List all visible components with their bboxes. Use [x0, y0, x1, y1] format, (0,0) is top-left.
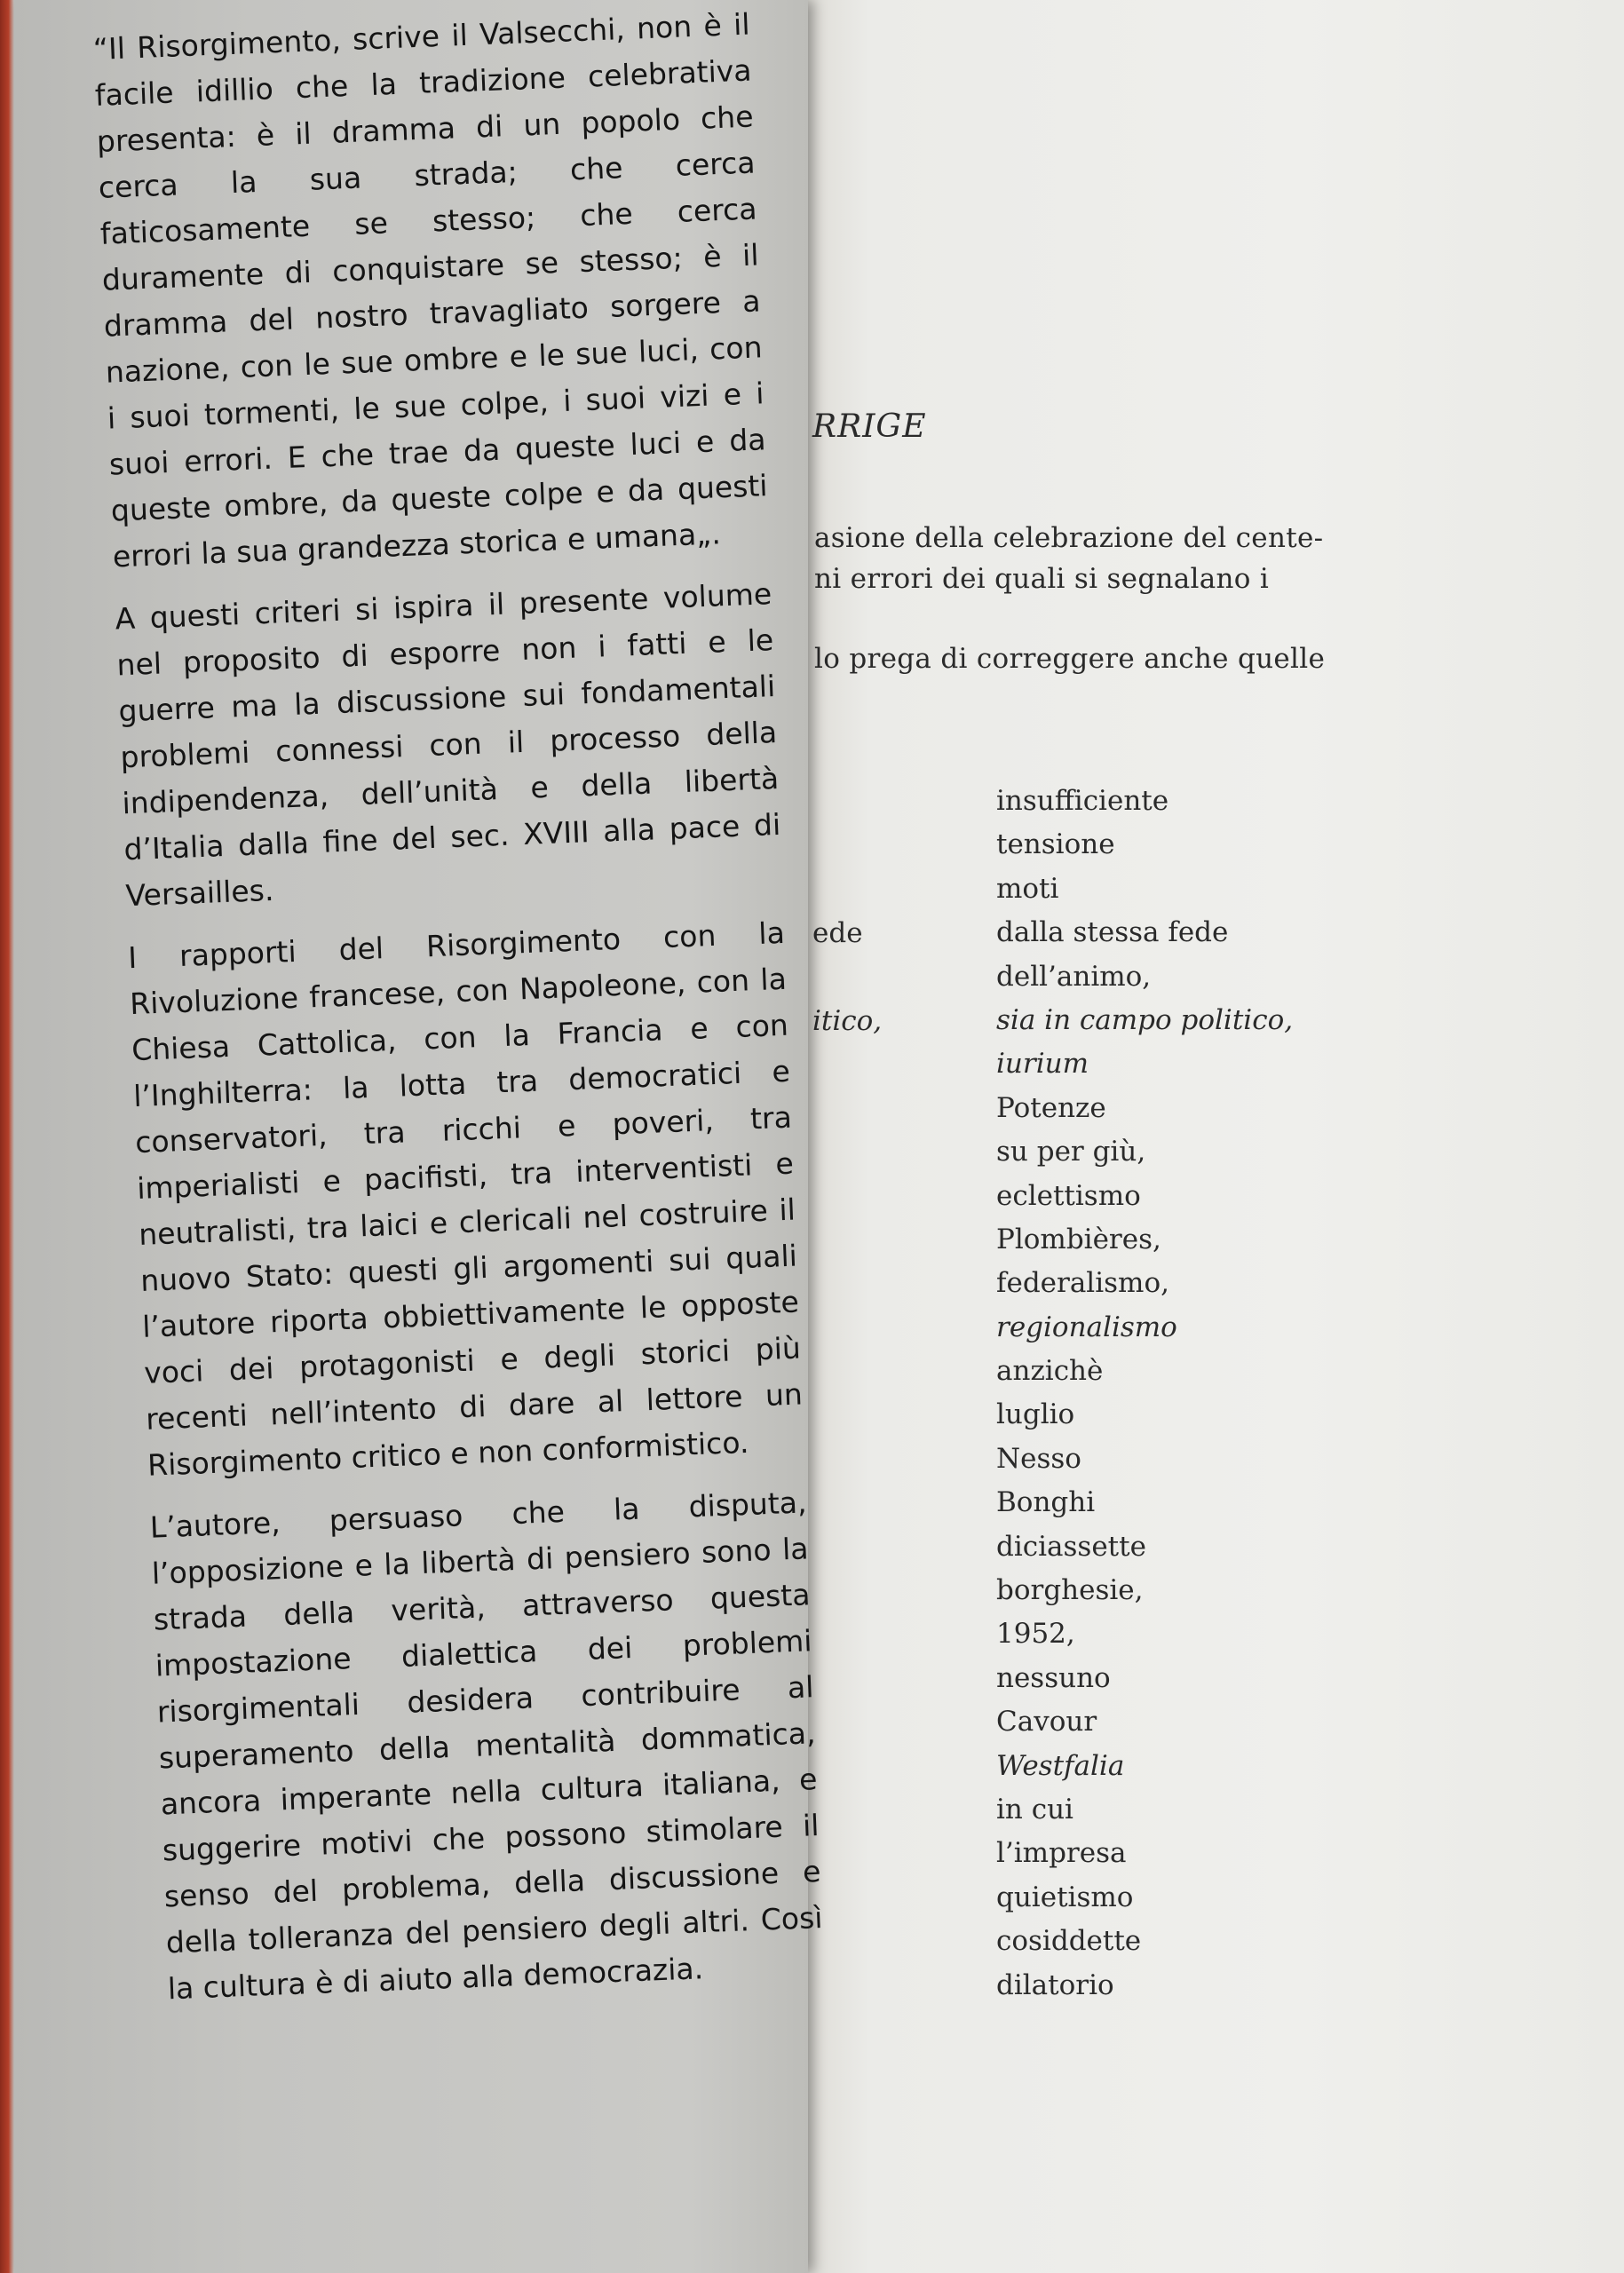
errata-original-fragment: itico, — [812, 1005, 883, 1037]
correction-item: Cavour — [996, 1706, 1097, 1738]
correction-item: quietismo — [996, 1881, 1134, 1913]
correction-item: Potenze — [996, 1091, 1106, 1124]
correction-item: in cui — [996, 1793, 1073, 1826]
correction-item: dell’animo, — [996, 960, 1152, 993]
flap-paragraph: I rapporti del Risorgimento con la Rivoluzione francese, con Napoleone, con la Chiesa Cattolica, con la Francia e con l’Inghilterra: la lotta tra democratici e conservatori, tra ricchi e poveri, tra imperialisti e pacifisti, tra interventisti e neutralisti, tra laici e clericali nel costruire il nuovo Stato: questi gli argomenti sui quali l’autore riporta obbiettivamente le opposte voci dei protagonisti e degli storici più recenti nell’intento di dare al lettore un Risorgimento critico e non conformistico. — [127, 915, 804, 1483]
flap-paragraph: L’autore, persuaso che la disputa, l’opposizione e la libertà di pensiero sono la strada della verità, attraverso questa impostazione dialettica dei problemi risorgimentali desidera contribuire al superamento della mentalità dommatica, ancora imperante nella cultura italiana, e suggerire motivi che possono stimolare il senso del problema, della discussione e della tolleranza del pensiero degli altri. Così la cultura è di aiuto alla democrazia. — [149, 1485, 824, 2007]
errata-page — [804, 0, 1624, 2273]
jacket-flap — [14, 0, 824, 2273]
correction-item: regionalismo — [996, 1311, 1177, 1343]
errata-intro-line: lo prega di correggere anche quelle — [814, 643, 1326, 675]
correction-item: su per giù, — [996, 1136, 1146, 1168]
correction-item: tensione — [996, 828, 1115, 861]
correction-item: Plombières, — [996, 1223, 1161, 1255]
correction-item: nessuno — [996, 1661, 1111, 1694]
correction-item: borghesie, — [996, 1574, 1144, 1607]
correction-item: moti — [996, 872, 1059, 905]
correction-item: iurium — [996, 1048, 1089, 1081]
correction-item: federalismo, — [996, 1267, 1169, 1300]
correction-item: anzichè — [996, 1355, 1104, 1388]
errata-intro-line: ni errori dei quali si segnalano i — [814, 563, 1270, 595]
flap-paragraph: “Il Risorgimento, scrive il Valsecchi, non è il facile idillio che la tradizione celebrativa presenta: è il dramma di un popolo che cerca la sua strada; che cerca faticosamente se stesso; che cerca duramente di conquistare se stesso; è il dramma del nostro travagliato sorgere a nazione, con le sue ombre e le sue luci, con i suoi tormenti, le sue colpe, i suoi vizi e i suoi errori. E che trae da queste luci e da queste ombre, da queste colpe e da questi errori la sua grandezza storica e umana„. — [92, 6, 769, 574]
correction-item: sia in campo politico, — [996, 1003, 1294, 1036]
book-edge — [0, 0, 14, 2273]
correction-item: Bonghi — [996, 1486, 1096, 1519]
errata-original-fragment: ede — [812, 917, 863, 949]
correction-item: Nesso — [996, 1442, 1081, 1475]
errata-intro-line: asione della celebrazione del cente- — [814, 522, 1324, 554]
flap-text — [92, 2, 826, 2029]
errata-heading: RRIGE — [812, 408, 927, 445]
correction-item: l’impresa — [996, 1837, 1127, 1870]
correction-item: diciassette — [996, 1530, 1146, 1563]
correction-item: Westfalia — [996, 1749, 1125, 1782]
correction-item: eclettismo — [996, 1179, 1141, 1212]
corrections-list — [996, 780, 1293, 2008]
correction-item: insufficiente — [996, 785, 1169, 817]
correction-item: dalla stessa fede — [996, 916, 1229, 949]
correction-item: dilatorio — [996, 1968, 1114, 2001]
flap-paragraph: A questi criteri si ispira il presente volume nel proposito di esporre non i fatti e le guerre ma la discussione sui fondamentali problemi connessi con il processo della indipendenza, dell’unità e della libertà d’Italia dalla fine del sec. XVIII alla pace di Versailles. — [114, 576, 781, 914]
correction-item: luglio — [996, 1398, 1075, 1431]
correction-item: cosiddette — [996, 1925, 1142, 1958]
correction-item: 1952, — [996, 1618, 1075, 1651]
